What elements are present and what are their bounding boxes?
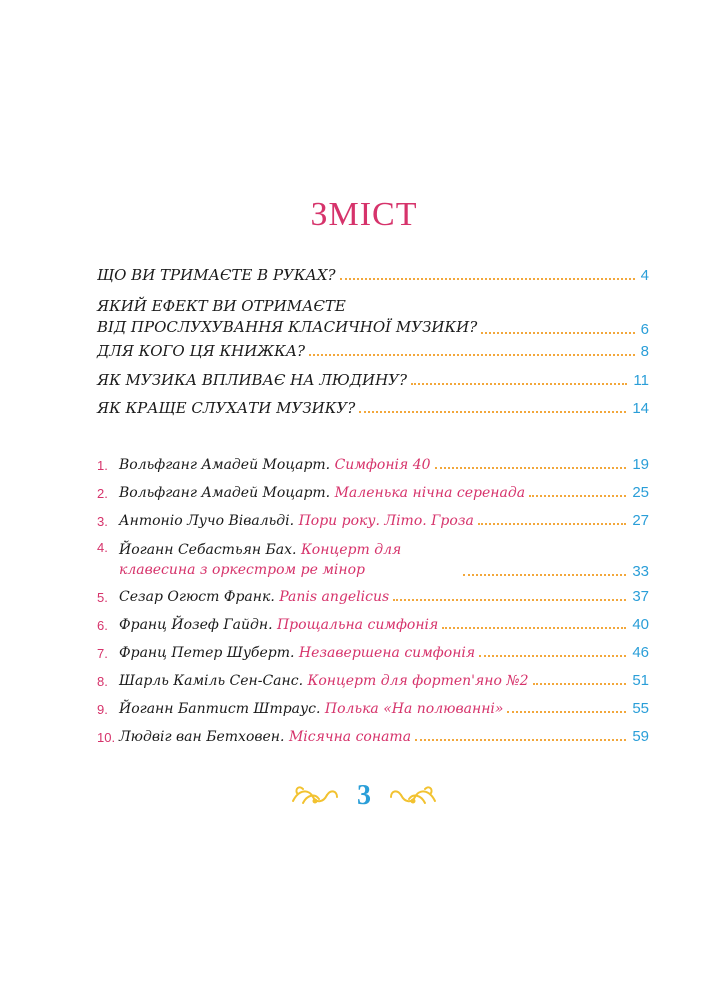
composer-name: Вольфганг Амадей Моцарт. xyxy=(119,485,331,501)
work-title: Концерт для клавесина з оркестром ре мінор xyxy=(119,542,402,578)
work-title: Panis angelicus xyxy=(279,589,390,605)
dotted-leader xyxy=(479,655,626,657)
dotted-leader xyxy=(463,574,626,576)
toc-intro-label: ЩО ВИ ТРИМАЄТЕ В РУКАХ? xyxy=(97,266,336,284)
composer-name: Йоганн Себастьян Бах. xyxy=(119,542,297,558)
toc-intro-row[interactable] xyxy=(97,296,649,338)
item-text xyxy=(119,673,529,689)
dotted-leader xyxy=(481,332,634,334)
composer-name: Вольфганг Амадей Моцарт. xyxy=(119,457,331,473)
composer-name: Людвіг ван Бетховен. xyxy=(119,729,285,745)
dotted-leader xyxy=(478,523,627,525)
item-text xyxy=(119,729,411,745)
page-number: 3 xyxy=(357,780,371,811)
item-number: 5. xyxy=(97,590,108,605)
item-number: 4. xyxy=(97,540,108,555)
dotted-leader xyxy=(309,354,635,356)
work-title: Симфонія 40 xyxy=(334,457,431,473)
work-title: Незавершена симфонія xyxy=(298,645,476,661)
work-title: Пори року. Літо. Гроза xyxy=(298,513,474,529)
dotted-leader xyxy=(533,683,627,685)
item-number: 1. xyxy=(97,458,108,473)
item-text xyxy=(119,485,525,501)
item-number: 6. xyxy=(97,618,108,633)
composer-name: Сезар Огюст Франк. xyxy=(119,589,275,605)
toc-page-number: 14 xyxy=(632,400,649,417)
toc-page-number: 6 xyxy=(640,321,649,338)
item-number: 8. xyxy=(97,674,108,689)
dotted-leader xyxy=(507,711,626,713)
composer-name: Антоніо Лучо Вівальді. xyxy=(119,513,295,529)
composer-name: Йоганн Баптист Штраус. xyxy=(119,701,321,717)
composer-name: Франц Петер Шуберт. xyxy=(119,645,295,661)
toc-page-number: 25 xyxy=(632,484,649,501)
item-number: 3. xyxy=(97,514,108,529)
toc-intro-row[interactable] xyxy=(97,399,649,417)
item-number: 10. xyxy=(97,730,116,745)
toc-page-number: 33 xyxy=(632,563,649,580)
toc-item-row[interactable] xyxy=(97,588,649,605)
ornament-swirl-icon xyxy=(289,783,341,809)
ornament-swirl-icon xyxy=(387,783,439,809)
toc-item-row[interactable] xyxy=(97,644,649,661)
toc-page-number: 40 xyxy=(632,616,649,633)
toc-page-number: 51 xyxy=(632,672,649,689)
toc-page-number: 19 xyxy=(632,456,649,473)
toc-item-row[interactable] xyxy=(97,728,649,745)
toc-intro-label: ЯКИЙ ЕФЕКТ ВИ ОТРИМАЄТЕ ВІД ПРОСЛУХУВАННЯ КЛАСИЧНОЇ МУЗИКИ? xyxy=(97,297,478,336)
item-number: 7. xyxy=(97,646,108,661)
toc-intro-label: ЯК МУЗИКА ВПЛИВАЄ НА ЛЮДИНУ? xyxy=(97,371,408,389)
toc-item-row[interactable] xyxy=(97,540,649,580)
toc-page-number: 4 xyxy=(640,267,649,284)
toc-intro-row[interactable] xyxy=(97,342,649,360)
dotted-leader xyxy=(411,383,627,385)
dotted-leader xyxy=(340,278,635,280)
item-number: 9. xyxy=(97,702,108,717)
page-footer xyxy=(0,780,728,812)
item-number: 2. xyxy=(97,486,108,501)
toc-intro-label: ЯК КРАЩЕ СЛУХАТИ МУЗИКУ? xyxy=(97,399,356,417)
work-title: Полька «На полюванні» xyxy=(324,701,504,717)
toc-item-row[interactable] xyxy=(97,672,649,689)
toc-page-number: 27 xyxy=(632,512,649,529)
dotted-leader xyxy=(529,495,626,497)
work-title: Місячна соната xyxy=(288,729,412,745)
toc-item-row[interactable] xyxy=(97,456,649,473)
item-text xyxy=(119,617,438,633)
dotted-leader xyxy=(393,599,626,601)
composer-name: Франц Йозеф Гайдн. xyxy=(119,617,273,633)
dotted-leader xyxy=(442,627,626,629)
page-title: ЗМІСТ xyxy=(310,196,418,233)
item-text xyxy=(119,701,503,717)
item-text xyxy=(119,513,474,529)
toc-page-number: 8 xyxy=(640,343,649,360)
toc-item-row[interactable] xyxy=(97,616,649,633)
toc-item-row[interactable] xyxy=(97,512,649,529)
toc-page-number: 46 xyxy=(632,644,649,661)
toc-intro-row[interactable] xyxy=(97,371,649,389)
work-title: Концерт для фортеп'яно №2 xyxy=(307,673,529,689)
item-text xyxy=(119,645,475,661)
toc-intro-row[interactable] xyxy=(97,266,649,284)
dotted-leader xyxy=(415,739,626,741)
dotted-leader xyxy=(359,411,626,413)
item-text xyxy=(119,540,459,580)
toc-page-number: 55 xyxy=(632,700,649,717)
toc-page-number: 59 xyxy=(632,728,649,745)
toc-page-number: 37 xyxy=(632,588,649,605)
item-text xyxy=(119,589,389,605)
toc-item-row[interactable] xyxy=(97,700,649,717)
work-title: Маленька нічна серенада xyxy=(334,485,526,501)
toc-item-row[interactable] xyxy=(97,484,649,501)
toc-intro-label: ДЛЯ КОГО ЦЯ КНИЖКА? xyxy=(97,342,306,360)
composer-name: Шарль Каміль Сен-Санс. xyxy=(119,673,304,689)
item-text xyxy=(119,457,431,473)
work-title: Прощальна симфонія xyxy=(276,617,439,633)
dotted-leader xyxy=(435,467,627,469)
toc-page-number: 11 xyxy=(633,372,649,389)
